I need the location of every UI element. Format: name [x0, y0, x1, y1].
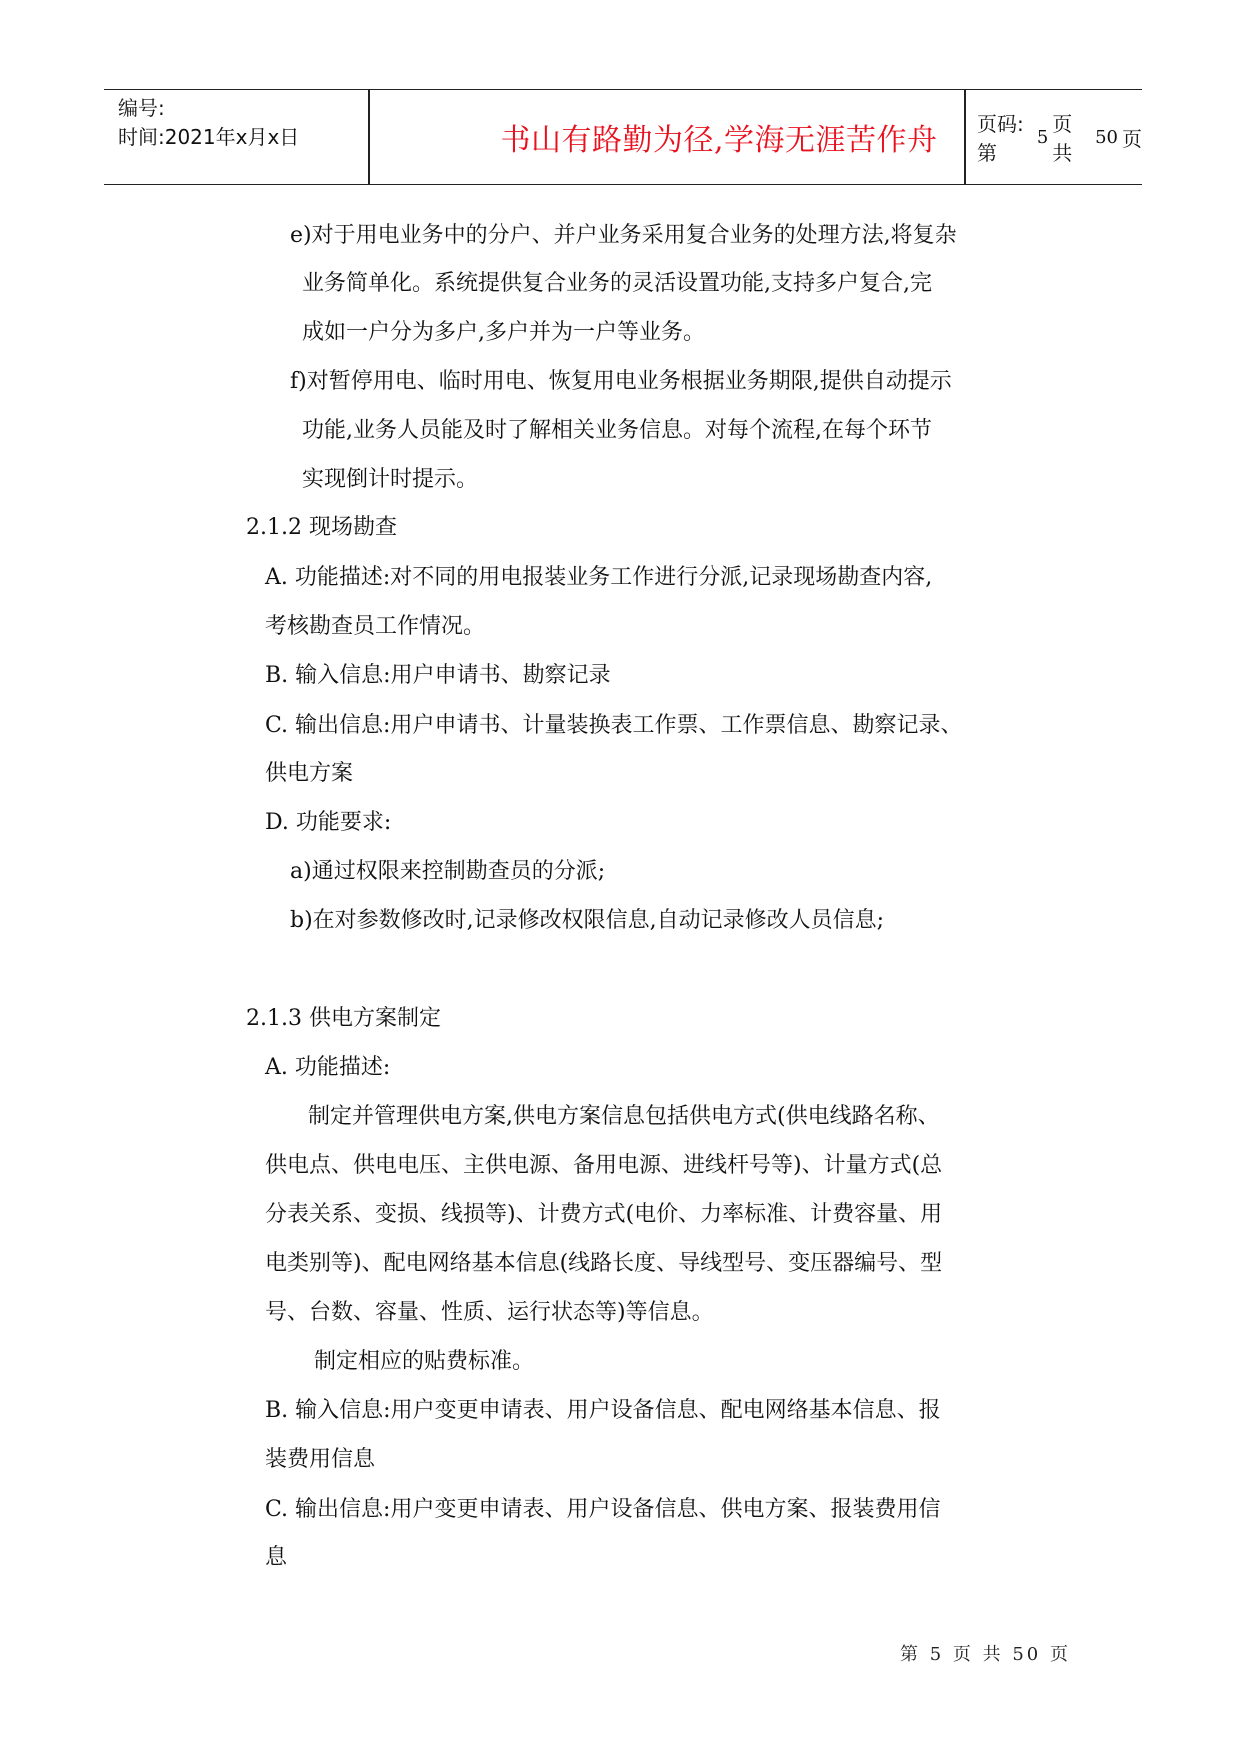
header-divider-left	[368, 90, 370, 184]
body-line: 考核勘查员工作情况。	[265, 614, 486, 639]
section-heading: 2.1.3 供电方案制定	[246, 1006, 441, 1031]
body-line: A. 功能描述:	[265, 1055, 391, 1080]
body-line: C. 输出信息:用户变更申请表、用户设备信息、供电方案、报装费用信	[265, 1497, 941, 1522]
body-line: 分表关系、变损、线损等)、计费方式(电价、力率标准、计费容量、用	[265, 1202, 943, 1227]
body-line: 制定相应的贴费标准。	[314, 1349, 535, 1374]
body-line: D. 功能要求:	[265, 810, 392, 835]
page-prefix: 页码:第	[977, 112, 1024, 165]
page-header	[104, 89, 1142, 185]
header-meta	[118, 94, 299, 152]
page-mid: 页 共	[1052, 112, 1073, 165]
body-line: a)通过权限来控制勘查员的分派;	[290, 859, 606, 884]
body-line: C. 输出信息:用户申请书、计量装换表工作票、工作票信息、勘察记录、	[265, 713, 963, 738]
body-line: 实现倒计时提示。	[302, 467, 479, 492]
section-heading: 2.1.2 现场勘查	[246, 515, 397, 540]
body-line: b)在对参数修改时,记录修改权限信息,自动记录修改人员信息;	[290, 908, 885, 933]
body-line: 成如一户分为多户,多户并为一户等业务。	[302, 320, 705, 345]
header-motto: 书山有路勤为径,学海无涯苦作舟	[500, 123, 938, 158]
body-line: 装费用信息	[265, 1447, 376, 1472]
page-footer: 第 5 页 共 50 页	[900, 1644, 1071, 1665]
header-divider-right	[964, 90, 966, 184]
page-total: 50	[1095, 126, 1118, 148]
header-page-number	[977, 90, 1142, 184]
body-line: A. 功能描述:对不同的用电报装业务工作进行分派,记录现场勘查内容,	[265, 565, 933, 590]
body-line: B. 输入信息:用户变更申请表、用户设备信息、配电网络基本信息、报	[265, 1398, 941, 1423]
body-line: 制定并管理供电方案,供电方案信息包括供电方式(供电线路名称、	[308, 1104, 940, 1129]
document-time: 时间:2021年x月x日	[118, 125, 300, 149]
body-line: 业务简单化。系统提供复合业务的灵活设置功能,支持多户复合,完	[302, 271, 932, 296]
body-line: 电类别等)、配电网络基本信息(线路长度、导线型号、变压器编号、型	[265, 1251, 943, 1276]
body-line: 号、台数、容量、性质、运行状态等)等信息。	[265, 1300, 714, 1325]
body-line: f)对暂停用电、临时用电、恢复用电业务根据业务期限,提供自动提示	[290, 369, 952, 394]
page-suffix: 页	[1122, 126, 1142, 151]
body-line: 供电方案	[265, 761, 354, 786]
body-line: 功能,业务人员能及时了解相关业务信息。对每个流程,在每个环节	[302, 418, 932, 443]
document-code-label: 编号:	[118, 96, 165, 120]
body-line: e)对于用电业务中的分户、并户业务采用复合业务的处理方法,将复杂	[290, 223, 957, 248]
page-current: 5	[1036, 126, 1049, 148]
body-line: 供电点、供电电压、主供电源、备用电源、进线杆号等)、计量方式(总	[265, 1153, 943, 1178]
body-line: 息	[265, 1545, 288, 1570]
body-line: B. 输入信息:用户申请书、勘察记录	[265, 663, 611, 688]
